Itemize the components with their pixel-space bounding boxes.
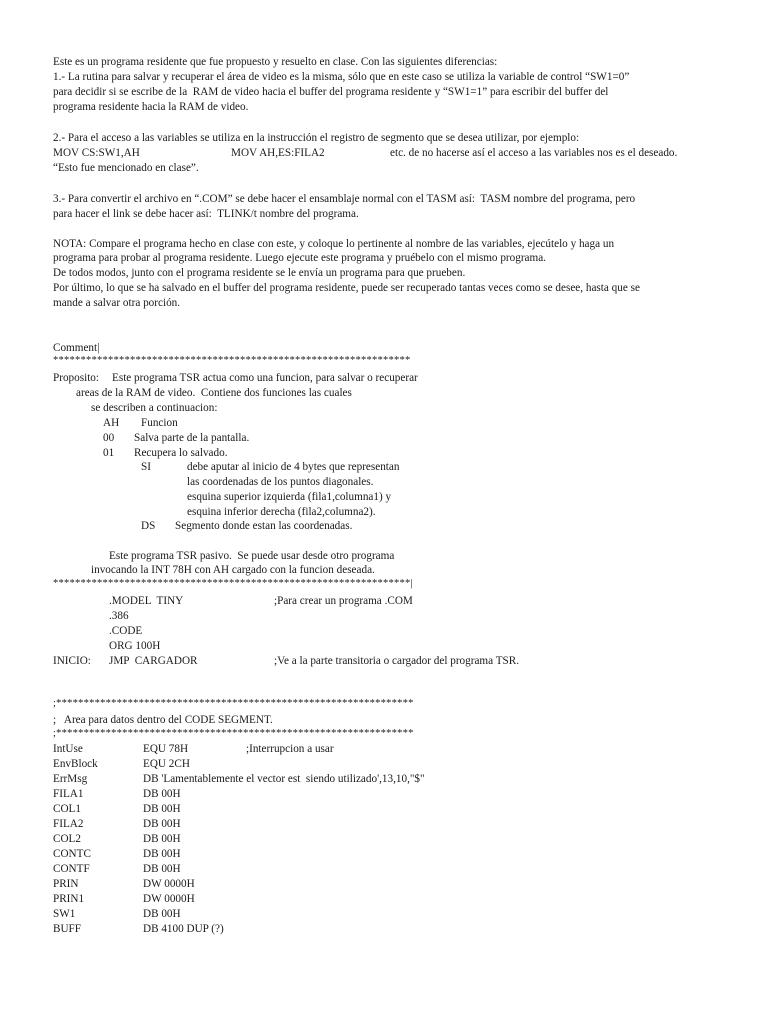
inicio-comment: ;Ve a la parte transitoria o cargador del programa TSR. bbox=[274, 655, 520, 667]
data-row-name: COL2 bbox=[53, 833, 81, 845]
function-00-description: Salva parte de la pantalla. bbox=[134, 432, 250, 444]
nota-line-1: NOTA: Compare el programa hecho en clase con este, y coloque lo pertinente al nombre de las variables, ejecútelo y haga un bbox=[53, 238, 615, 250]
nota-line-3: De todos modos, junto con el programa residente se le envía un programa para que prueben. bbox=[53, 267, 466, 279]
si-description-line-1: debe aputar al inicio de 4 bytes que representan bbox=[187, 461, 400, 473]
data-row-name: COL1 bbox=[53, 803, 81, 815]
pasivo-line-1: Este programa TSR pasivo. Se puede usar desde otro programa bbox=[109, 550, 395, 562]
data-row-definition: DB 00H bbox=[143, 818, 181, 830]
paragraph-2-example-1: MOV CS:SW1,AH bbox=[53, 147, 140, 159]
data-row-name: BUFF bbox=[53, 923, 81, 935]
data-row-definition: DB 'Lamentablemente el vector est siendo utilizado',13,10,"$" bbox=[143, 773, 425, 785]
data-row-name: ErrMsg bbox=[53, 773, 88, 785]
comment-stars-top: ***************************************************************** bbox=[53, 355, 411, 366]
code-directive: .CODE bbox=[109, 625, 143, 637]
data-row-definition: DW 0000H bbox=[143, 893, 195, 905]
data-row-definition: DB 00H bbox=[143, 908, 181, 920]
model-comment: ;Para crear un programa .COM bbox=[274, 595, 413, 607]
data-row-name: CONTF bbox=[53, 863, 90, 875]
data-row-name: IntUse bbox=[53, 743, 83, 755]
data-row-name: FILA2 bbox=[53, 818, 84, 830]
proposito-line-2: areas de la RAM de video. Contiene dos funciones las cuales bbox=[76, 387, 352, 399]
paragraph-3-line-1: 3.- Para convertir el archivo en “.COM” se debe hacer el ensamblaje normal con el TASM así: TASM nombre del programa, pero bbox=[53, 193, 636, 205]
inicio-label: INICIO: bbox=[53, 655, 91, 667]
ds-description: Segmento donde estan las coordenadas. bbox=[175, 520, 353, 532]
data-row-definition: EQU 2CH bbox=[143, 758, 190, 770]
data-row-name: PRIN1 bbox=[53, 893, 85, 905]
inicio-instruction: JMP CARGADOR bbox=[109, 655, 198, 667]
si-description-line-4: esquina inferior derecha (fila2,columna2). bbox=[187, 506, 376, 518]
cpu-directive: .386 bbox=[109, 610, 129, 622]
paragraph-1-line-3: programa residente hacia la RAM de video. bbox=[53, 101, 249, 113]
data-row-definition: DB 00H bbox=[143, 788, 181, 800]
data-row-definition: DB 00H bbox=[143, 833, 181, 845]
ds-label: DS bbox=[141, 520, 156, 532]
data-section-title: ; Area para datos dentro del CODE SEGMENT. bbox=[53, 714, 273, 726]
data-stars-top: ;***************************************************************** bbox=[53, 698, 414, 709]
data-stars-bottom: ;***************************************************************** bbox=[53, 728, 414, 739]
function-00-code: 00 bbox=[103, 432, 115, 444]
nota-line-5: mande a salvar otra porción. bbox=[53, 297, 181, 309]
si-label: SI bbox=[141, 461, 151, 473]
data-row-definition: DW 0000H bbox=[143, 878, 195, 890]
org-directive: ORG 100H bbox=[109, 640, 161, 652]
function-01-description: Recupera lo salvado. bbox=[134, 447, 228, 459]
comment-stars-bottom: *****************************************************************| bbox=[53, 578, 413, 589]
function-01-code: 01 bbox=[103, 447, 115, 459]
comment-header: Comment| bbox=[53, 342, 100, 354]
data-row-name: SW1 bbox=[53, 908, 76, 920]
nota-line-2: programa para probar al programa residente. Luego ejecute este programa y pruébelo con el mismo programa. bbox=[53, 252, 546, 264]
paragraph-1-line-1: 1.- La rutina para salvar y recuperar el área de video es la misma, sólo que en este caso se utiliza la variable de control “SW1=0” bbox=[53, 71, 630, 83]
paragraph-2-example-3: etc. de no hacerse así el acceso a las variables nos es el deseado. bbox=[390, 147, 678, 159]
proposito-line-1: Este programa TSR actua como una funcion, para salvar o recuperar bbox=[112, 372, 418, 384]
paragraph-1-line-2: para decidir si se escribe de la RAM de video hacia el buffer del programa residente y “SW1=1” para escribir del buffer del bbox=[53, 86, 609, 98]
data-row-definition: DB 4100 DUP (?) bbox=[143, 923, 224, 935]
data-row-definition: DB 00H bbox=[143, 848, 181, 860]
si-description-line-3: esquina superior izquierda (fila1,columna1) y bbox=[187, 491, 392, 503]
ah-column-header: AH bbox=[103, 417, 120, 429]
pasivo-line-2: invocando la INT 78H con AH cargado con la funcion deseada. bbox=[91, 564, 375, 576]
data-row-name: FILA1 bbox=[53, 788, 84, 800]
funcion-column-header: Funcion bbox=[141, 417, 178, 429]
intro-line: Este es un programa residente que fue propuesto y resuelto en clase. Con las siguientes diferencias: bbox=[53, 56, 498, 68]
model-directive: .MODEL TINY bbox=[109, 595, 184, 607]
paragraph-2-line-1: 2.- Para el acceso a las variables se utiliza en la instrucción el registro de segmento que se desea utilizar, por ejemplo: bbox=[53, 132, 580, 144]
nota-line-4: Por último, lo que se ha salvado en el buffer del programa residente, puede ser recuperado tantas veces como se desee, hasta que se bbox=[53, 282, 640, 294]
paragraph-3-line-2: para hacer el link se debe hacer así: TLINK/t nombre del programa. bbox=[53, 208, 359, 220]
paragraph-2-example-2: MOV AH,ES:FILA2 bbox=[231, 147, 325, 159]
si-description-line-2: las coordenadas de los puntos diagonales. bbox=[187, 476, 374, 488]
data-row-name: PRIN bbox=[53, 878, 79, 890]
data-row-name: CONTC bbox=[53, 848, 91, 860]
data-row-definition: EQU 78H bbox=[143, 743, 189, 755]
proposito-line-3: se describen a continuacion: bbox=[91, 402, 218, 414]
paragraph-2-line-3: “Esto fue mencionado en clase”. bbox=[53, 162, 199, 174]
data-row-definition: DB 00H bbox=[143, 863, 181, 875]
data-row-name: EnvBlock bbox=[53, 758, 98, 770]
proposito-label: Proposito: bbox=[53, 372, 100, 384]
data-row-comment: ;Interrupcion a usar bbox=[246, 743, 334, 755]
data-row-definition: DB 00H bbox=[143, 803, 181, 815]
